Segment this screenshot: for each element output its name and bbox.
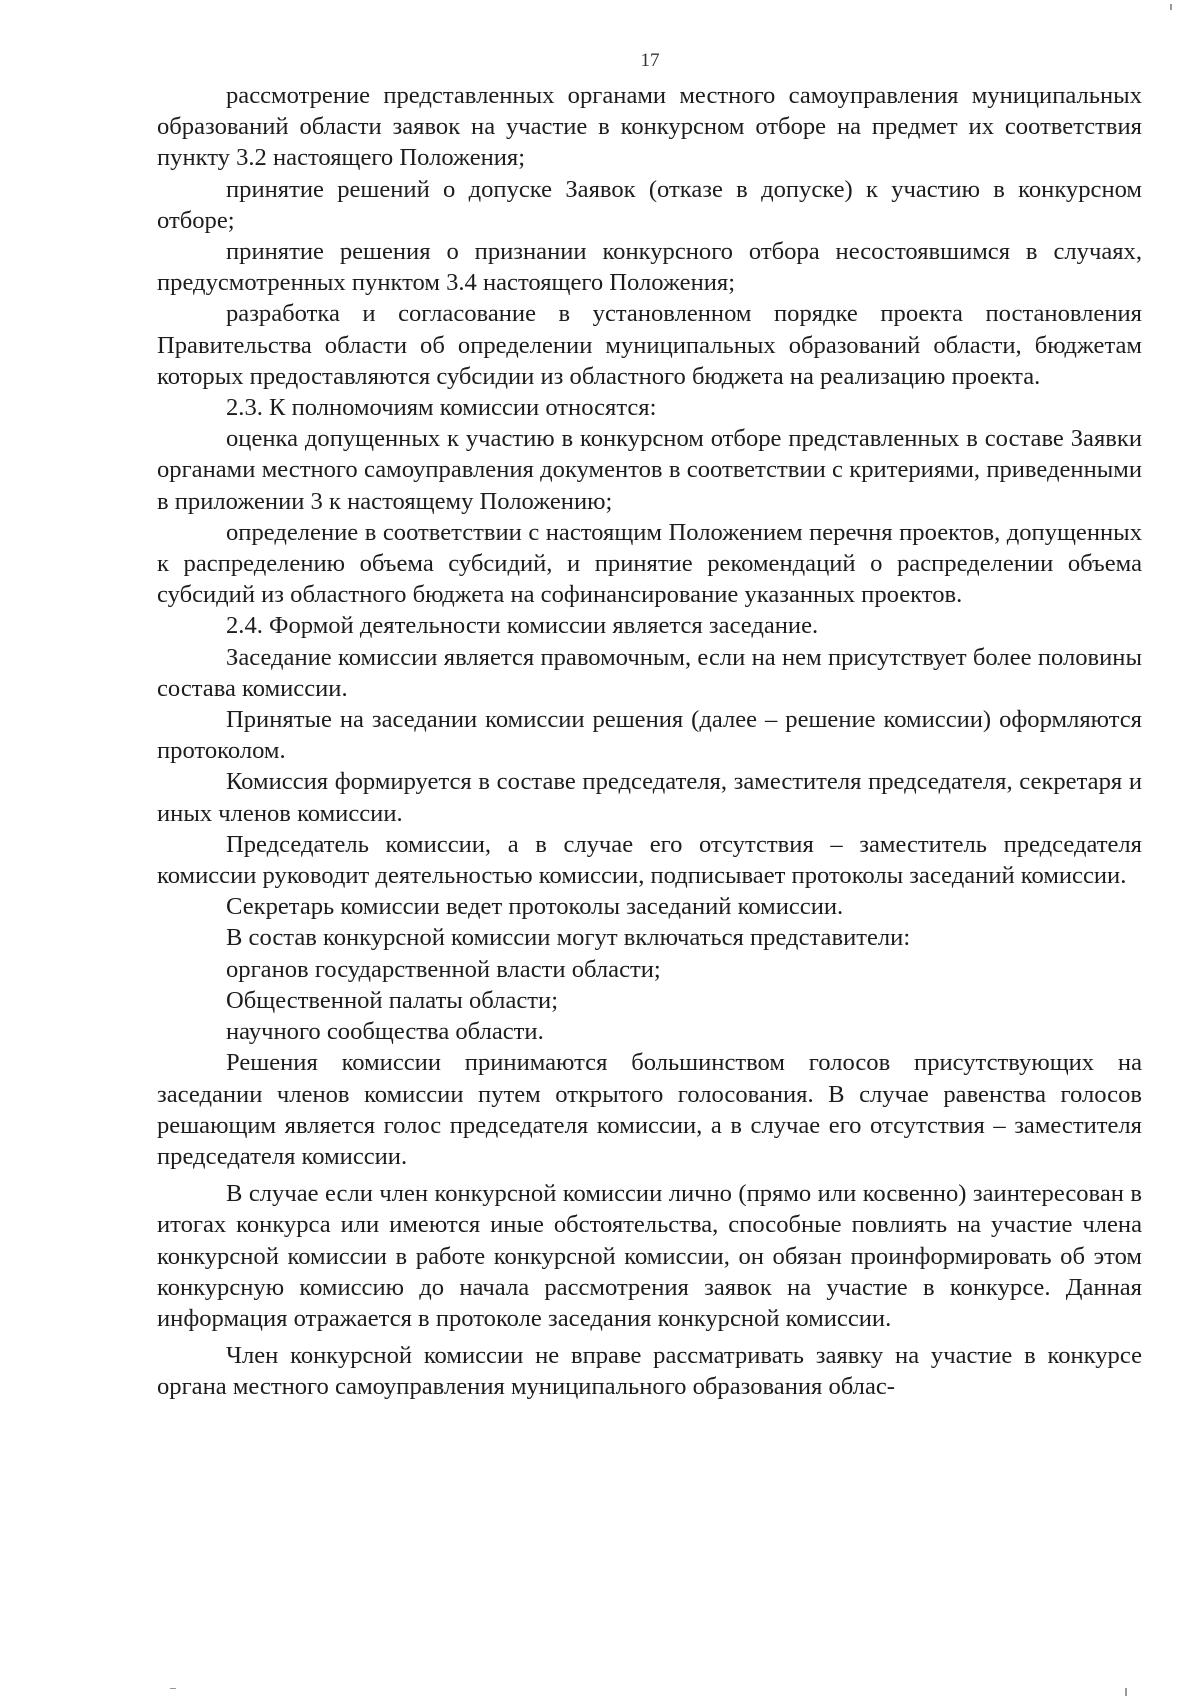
scan-speck (1125, 1688, 1127, 1696)
list-item: Общественной палаты области; (226, 986, 559, 1014)
paragraph: Член конкурсной комиссии не вправе рассматривать заявку на участие в конкурсе органа местного самоуправления муниципального образования облас- (157, 1342, 1142, 1401)
paragraph: Секретарь комиссии ведет протоколы заседаний комиссии. (226, 893, 844, 921)
list-item: научного сообщества области. (226, 1018, 544, 1046)
section-heading-2-4: 2.4. Формой деятельности комиссии является заседание. (226, 612, 819, 640)
paragraph: Председатель комиссии, а в случае его отсутствия – заместитель председателя комиссии руководит деятельностью комиссии, подписывает протоколы заседаний комиссии. (157, 830, 1142, 890)
paragraph: разработка и согласование в установленном порядке проекта постановления Правительства области об определении муниципальных образований области, бюджетам которых предоставляются субсидии из областного бюджета на реализацию проекта. (157, 300, 1142, 390)
paragraph: Принятые на заседании комиссии решения (далее – решение комиссии) оформляются протоколом. (157, 706, 1142, 765)
paragraph: В случае если член конкурсной комиссии лично (прямо или косвенно) заинтересован в итогах конкурса или имеются иные обстоятельства, способные повлиять на участие члена конкурсной комиссии в работе конкурсной комиссии, он обязан проинформировать об этом конкурсную комиссию до начала рассмотрения заявок на участие в конкурсе. Данная информация отражается в протоколе заседания конкурсной комиссии. (157, 1180, 1142, 1332)
paragraph: Комиссия формируется в составе председателя, заместителя председателя, секретаря и иных членов комиссии. (157, 768, 1142, 827)
paragraph: принятие решений о допуске Заявок (отказе в допуске) к участию в конкурсном отборе; (157, 175, 1142, 234)
paragraph: рассмотрение представленных органами местного самоуправления муниципальных образований области заявок на участие в конкурсном отборе на предмет их соответствия пункту 3.2 настоящего Положения; (157, 82, 1142, 172)
page-number: 17 (640, 50, 660, 71)
paragraph: принятие решения о признании конкурсного отбора несостоявшимся в случаях, предусмотренных пунктом 3.4 настоящего Положения; (157, 238, 1142, 297)
paragraph: В состав конкурсной комиссии могут включаться представители: (226, 924, 911, 952)
paragraph: определение в соответствии с настоящим Положением перечня проектов, допущенных к распределению объема субсидий, и принятие рекомендаций о распределении объема субсидий из областного бюджета на софинансирование указанных проектов. (157, 518, 1142, 609)
list-item: органов государственной власти области; (226, 955, 661, 983)
scan-speck (170, 1688, 176, 1689)
paragraph: Решения комиссии принимаются большинством голосов присутствующих на заседании членов комиссии путем открытого голосования. В случае равенства голосов решающим является голос председателя комиссии, а в случае его отсутствия – заместителя председателя комиссии. (157, 1049, 1142, 1170)
paragraph: Заседание комиссии является правомочным, если на нем присутствует более половины состава комиссии. (157, 643, 1142, 702)
scan-speck (1170, 4, 1172, 10)
section-heading-2-3: 2.3. К полномочиям комиссии относятся: (226, 394, 657, 422)
paragraph: оценка допущенных к участию в конкурсном отборе представленных в составе Заявки органами местного самоуправления документов в соответствии с критериями, приведенными в приложении 3 к настоящему Положению; (157, 425, 1142, 515)
document-body (157, 80, 1142, 1403)
